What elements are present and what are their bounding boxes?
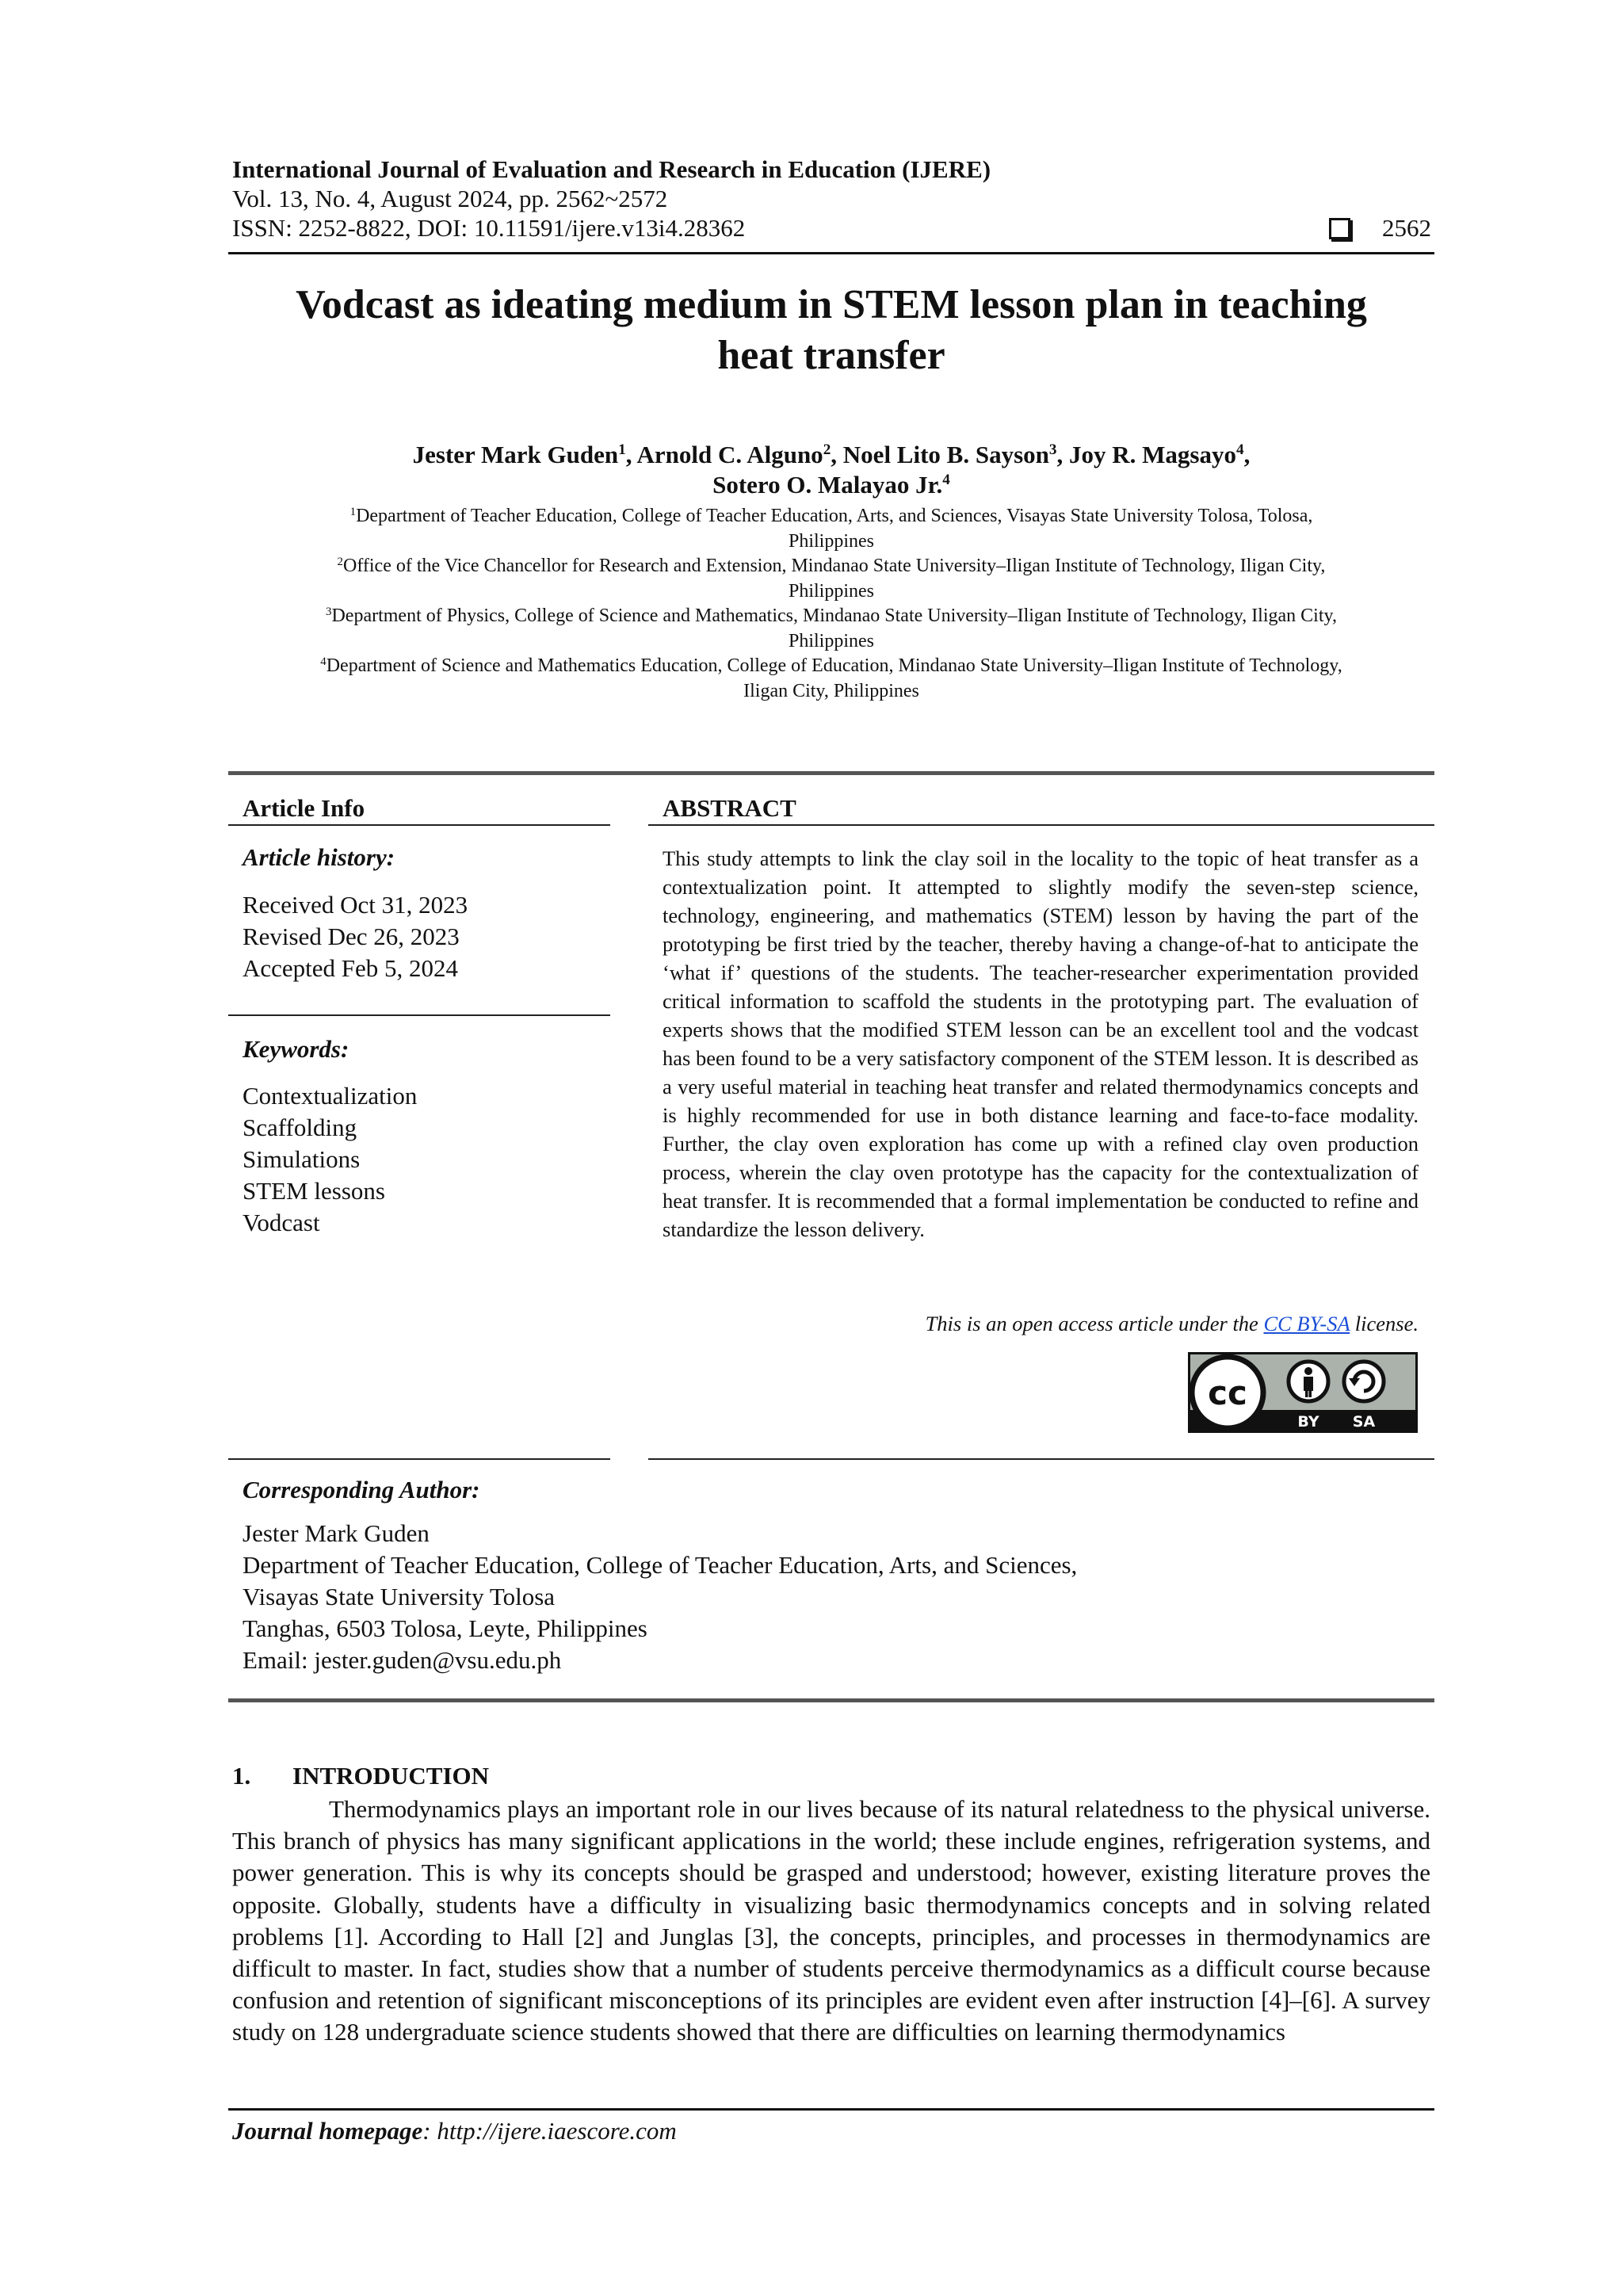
introduction-paragraph: Thermodynamics plays an important role in our lives because of its natural relatedness to the physical universe. This branch of physics has many significant applications in the world; these include engines, refrigeration systems, and power generation. This is why its concepts should be grasped and understood; however, existing literature proves the opposite. Globally, students have a difficulty in visualizing basic thermodynamics concepts and in solving related problems [1]. According to Hall [2] and Junglas [3], the concepts, principles, and processes in thermodynamics are difficult to master. In fact, studies show that a number of students perceive thermodynamics as a difficult course because confusion and retention of significant misconceptions of its principles are evident even after instruction [4]–[6]. A survey study on 128 undergraduate science students showed that there are difficulties on learning thermodynamics: [232, 1795, 1430, 2046]
affil-text-cont: Philippines: [788, 530, 874, 552]
header-rule: [228, 252, 1434, 254]
corr-address: Tanghas, 6503 Tolosa, Leyte, Philippines: [242, 1614, 647, 1642]
affil-sup: 1: [349, 505, 357, 518]
keyword-item: Simulations: [242, 1145, 361, 1173]
history-received: Received Oct 31, 2023: [242, 891, 468, 919]
cc-by-sa-badge-icon[interactable]: [1188, 1352, 1418, 1433]
corr-name: Jester Mark Guden: [242, 1519, 430, 1547]
author-affil-sup: 4: [1235, 441, 1244, 459]
badge-sa-text: SA: [1352, 1413, 1376, 1431]
badge-cc-text: cc: [1208, 1373, 1247, 1412]
footer-rule: [228, 2108, 1434, 2111]
paper-title-line-2: heat transfer: [717, 333, 945, 378]
affil-text: Department of Physics, College of Science and Mathematics, Mindanao State University–Iligan Institute of Technology, Iligan City,: [331, 606, 1337, 626]
author-name: Sotero O. Malayao Jr.: [712, 471, 943, 499]
affil-sup: 3: [326, 605, 332, 618]
homepage-label: Journal homepage: [232, 2117, 423, 2145]
affil-sup: 2: [337, 555, 343, 568]
journal-homepage: [232, 2117, 677, 2145]
affil-sup: 4: [320, 655, 327, 668]
homepage-url[interactable]: : http://ijere.iaescore.com: [422, 2117, 677, 2145]
affil-text: Department of Science and Mathematics Education, College of Education, Mindanao State University–Iligan Institute of Technology,: [326, 655, 1342, 676]
issn-doi-line: ISSN: 2252-8822, DOI: 10.11591/ijere.v13i4.28362: [232, 214, 746, 242]
corr-email: Email: jester.guden@vsu.edu.ph: [242, 1646, 562, 1674]
keywords-list: [242, 1080, 417, 1239]
page-number-group: [1329, 214, 1431, 243]
corresponding-author-details: [242, 1518, 1077, 1676]
keyword-item: Contextualization: [242, 1082, 418, 1110]
paper-title: [228, 280, 1434, 381]
corresponding-author-label: Corresponding Author:: [242, 1476, 480, 1503]
affiliation-2: [228, 554, 1434, 604]
license-statement: [926, 1312, 1419, 1336]
keywords-label: Keywords:: [242, 1035, 349, 1063]
affiliation-list: [228, 504, 1434, 704]
affiliation-3: [228, 604, 1434, 654]
square-bullet-icon: [1329, 218, 1350, 239]
author-list: Jester Mark Guden$^1$, Arnold C. Alguno$^2$, Noel Lito B. Sayson$^3$, Joy R. Magsayo$^4$, Sotero O. Malayao Jr.$^4$: [412, 441, 1251, 499]
affiliation-4: [228, 654, 1434, 704]
author-affil-sup: 4: [942, 472, 950, 489]
info-block-top-rule: [228, 771, 1434, 775]
abstract-text: This study attempts to link the clay soil in the locality to the topic of heat transfer as a contextualization point. It attempted to slightly modify the seven-step science, technology, engineering, and mathematics (STEM) lesson by having the part of the prototyping be first tried by the teacher, thereby having a change-of-hat to anticipate the ‘what if’ questions of the students. The teacher-researcher experimentation provided critical information to scaffold the students in the prototyping part. The evaluation of experts shows that the modified STEM lesson can be an excellent tool and the vodcast has been found to be a very satisfactory component of the STEM lesson. It is described as a very useful material in teaching heat transfer and related thermodynamics concepts and is highly recommended for use in both distance learning and face-to-face modality. Further, the clay oven exploration has come up with a refined clay oven production process, wherein the clay oven prototype has the capacity for the contextualization of heat transfer. It is recommended that a formal implementation be conducted to refine and standardize the lesson delivery.: [663, 846, 1419, 1241]
article-history-list: [242, 889, 468, 984]
paper-title-line-1: Vodcast as ideating medium in STEM lesson plan in teaching: [296, 282, 1367, 327]
article-history-label: Article history:: [242, 843, 395, 871]
affil-text: Department of Teacher Education, College of Teacher Education, Arts, and Sciences, Visayas State University Tolosa, Tolosa,: [356, 506, 1313, 526]
history-accepted: Accepted Feb 5, 2024: [242, 954, 459, 982]
info-block-bottom-rule: [228, 1698, 1434, 1702]
introduction-heading: [232, 1762, 489, 1790]
corr-university: Visayas State University Tolosa: [242, 1583, 556, 1610]
author-name: Arnold C. Alguno: [636, 441, 823, 468]
affil-text: Office of the Vice Chancellor for Research and Extension, Mindanao State University–Iligan Institute of Technology, Iligan City,: [342, 556, 1326, 576]
author-affil-sup: 1: [618, 441, 626, 459]
history-revised: Revised Dec 26, 2023: [242, 923, 460, 950]
abstract-bottom-rule: [648, 1458, 1434, 1460]
author-name: Jester Mark Guden: [412, 441, 619, 468]
abstract-heading: ABSTRACT: [663, 794, 796, 822]
journal-title: International Journal of Evaluation and Research in Education (IJERE): [232, 155, 991, 183]
article-info-bottom-rule: [228, 1458, 610, 1460]
article-info-heading: Article Info: [242, 794, 365, 822]
affil-text-cont: Philippines: [788, 630, 874, 651]
affil-text-cont: Iligan City, Philippines: [743, 680, 919, 701]
author-name: Joy R. Magsayo: [1069, 441, 1236, 468]
article-info-rule: [228, 824, 610, 826]
affiliation-1: [228, 504, 1434, 554]
volume-line: Vol. 13, No. 4, August 2024, pp. 2562~2572: [232, 185, 668, 212]
badge-by-text: BY: [1297, 1413, 1319, 1431]
page-number: 2562: [1382, 214, 1431, 242]
keyword-item: STEM lessons: [242, 1177, 385, 1205]
author-affil-sup: 2: [823, 441, 831, 459]
license-text: This is an open access article under the: [925, 1312, 1264, 1335]
cc-by-sa-link[interactable]: CC BY-SA: [1263, 1312, 1350, 1335]
author-name: Noel Lito B. Sayson: [842, 441, 1049, 468]
keyword-item: Vodcast: [242, 1209, 320, 1236]
section-title: INTRODUCTION: [292, 1762, 490, 1790]
history-rule: [228, 1014, 610, 1016]
affil-text-cont: Philippines: [788, 580, 874, 602]
corr-dept: Department of Teacher Education, College of Teacher Education, Arts, and Sciences,: [242, 1551, 1078, 1579]
author-affil-sup: 3: [1048, 441, 1057, 459]
section-number: 1.: [232, 1762, 251, 1790]
license-text-end: license.: [1350, 1312, 1419, 1335]
keyword-item: Scaffolding: [242, 1114, 357, 1141]
abstract-rule: [648, 824, 1434, 826]
